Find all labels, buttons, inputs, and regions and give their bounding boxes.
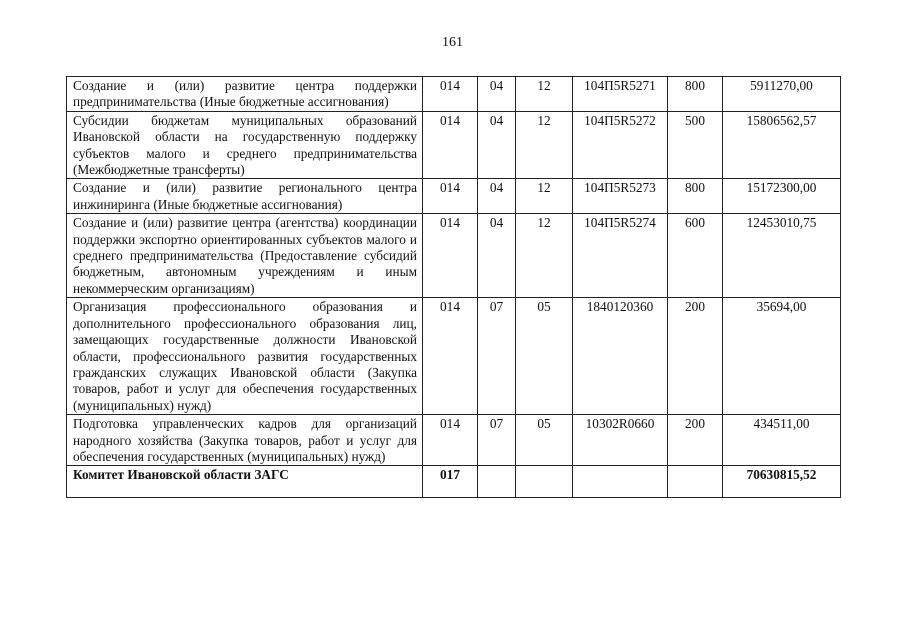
table-row xyxy=(67,415,841,466)
row-code: 014 xyxy=(423,214,478,298)
row-target: 10302R0660 xyxy=(573,415,668,466)
row-name: Создание и (или) развитие центра (агентства) координации поддержки экспортно ориентированных субъектов малого и среднего предпринимательства (Предоставление субсидий бюджетным, автономным учреждениям и иным некоммерческим организациям) xyxy=(67,214,423,298)
row-type: 500 xyxy=(668,111,723,179)
row-type: 800 xyxy=(668,179,723,214)
row-code: 014 xyxy=(423,77,478,112)
total-target xyxy=(573,466,668,498)
row-amount: 12453010,75 xyxy=(723,214,841,298)
total-section xyxy=(478,466,516,498)
row-subsection: 12 xyxy=(516,77,573,112)
row-section: 07 xyxy=(478,415,516,466)
row-subsection: 12 xyxy=(516,214,573,298)
table-body xyxy=(67,77,841,498)
row-target: 104П5R5271 xyxy=(573,77,668,112)
page-number: 161 xyxy=(442,35,463,50)
row-section: 04 xyxy=(478,214,516,298)
row-target: 104П5R5272 xyxy=(573,111,668,179)
row-target: 104П5R5273 xyxy=(573,179,668,214)
row-subsection: 12 xyxy=(516,179,573,214)
row-code: 014 xyxy=(423,179,478,214)
total-code: 017 xyxy=(423,466,478,498)
table-row xyxy=(67,179,841,214)
row-name: Субсидии бюджетам муниципальных образований Ивановской области на государственную поддержку субъектов малого и среднего предпринимательства (Межбюджетные трансферты) xyxy=(67,111,423,179)
row-section: 04 xyxy=(478,77,516,112)
row-amount: 434511,00 xyxy=(723,415,841,466)
row-name: Создание и (или) развитие центра поддержки предпринимательства (Иные бюджетные ассигнования) xyxy=(67,77,423,112)
row-code: 014 xyxy=(423,415,478,466)
row-subsection: 05 xyxy=(516,298,573,415)
total-amount: 70630815,52 xyxy=(723,466,841,498)
row-type: 800 xyxy=(668,77,723,112)
row-type: 600 xyxy=(668,214,723,298)
row-section: 07 xyxy=(478,298,516,415)
row-subsection: 12 xyxy=(516,111,573,179)
row-amount: 15806562,57 xyxy=(723,111,841,179)
table-row xyxy=(67,298,841,415)
row-name: Создание и (или) развитие регионального центра инжиниринга (Иные бюджетные ассигнования) xyxy=(67,179,423,214)
row-code: 014 xyxy=(423,111,478,179)
row-type: 200 xyxy=(668,298,723,415)
row-section: 04 xyxy=(478,179,516,214)
row-amount: 35694,00 xyxy=(723,298,841,415)
total-type xyxy=(668,466,723,498)
budget-table xyxy=(66,76,841,498)
row-code: 014 xyxy=(423,298,478,415)
table-row xyxy=(67,77,841,112)
table-row xyxy=(67,214,841,298)
row-amount: 15172300,00 xyxy=(723,179,841,214)
total-row xyxy=(67,466,841,498)
total-subsection xyxy=(516,466,573,498)
row-target: 104П5R5274 xyxy=(573,214,668,298)
total-name: Комитет Ивановской области ЗАГС xyxy=(67,466,423,498)
row-section: 04 xyxy=(478,111,516,179)
row-name: Подготовка управленческих кадров для организаций народного хозяйства (Закупка товаров, работ и услуг для обеспечения государственных (муниципальных) нужд) xyxy=(67,415,423,466)
table-row xyxy=(67,111,841,179)
row-type: 200 xyxy=(668,415,723,466)
row-amount: 5911270,00 xyxy=(723,77,841,112)
row-name: Организация профессионального образования и дополнительного профессионального образования лиц, замещающих государственные должности Ивановской области, профессионального развития государственных гражданских служащих Ивановской области (Закупка товаров, работ и услуг для обеспечения государственных (муниципальных) нужд) xyxy=(67,298,423,415)
row-target: 1840120360 xyxy=(573,298,668,415)
row-subsection: 05 xyxy=(516,415,573,466)
